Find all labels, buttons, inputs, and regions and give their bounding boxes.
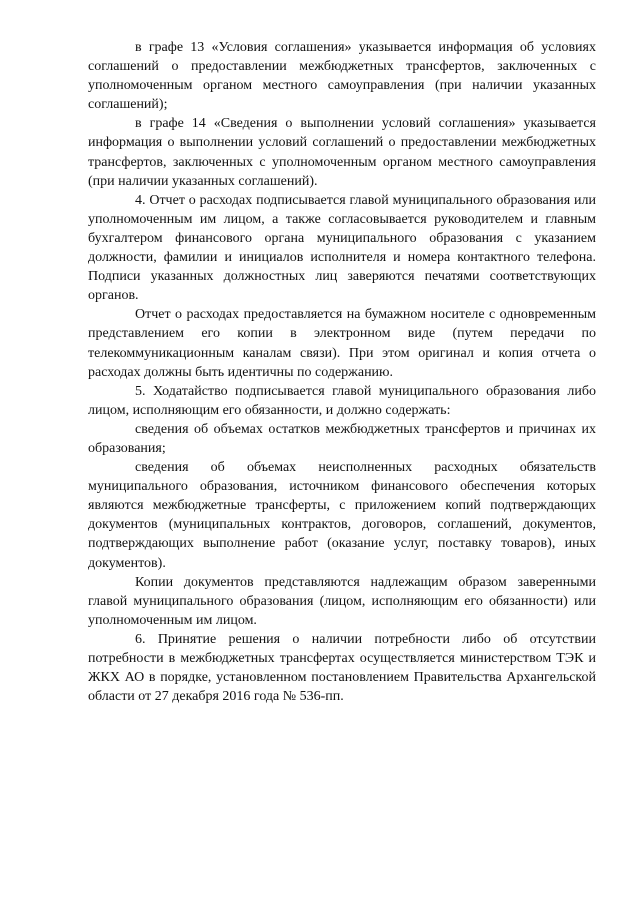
paragraph-report-paper: Отчет о расходах предоставляется на бумажном носителе с одновременным представлением его копии в электронном виде (путем передачи по телекоммуникационным каналам связи). При этом оригинал и копия отчета о расходах должны быть идентичны по содержанию. — [88, 307, 596, 380]
paragraph-balances-info: сведения об объемах остатков межбюджетных трансфертов и причинах их образования; — [88, 421, 596, 456]
document-page — [88, 38, 596, 706]
paragraph-item-4: 4. Отчет о расходах подписывается главой муниципального образования или уполномоченным им лицом, а также согласовывается руководителем и главным бухгалтером финансового органа муниципального образования с указанием должности, фамилии и инициалов исполнителя и номера контактного телефона. Подписи указанных должностных лиц заверяются печатями соответствующих органов. — [88, 192, 596, 304]
paragraph-graph-14: в графе 14 «Сведения о выполнении условий соглашения» указывается информация о выполнении условий соглашений о предоставлении межбюджетных трансфертов, заключенных с уполномоченным органом местного самоуправления (при наличии указанных соглашений). — [88, 116, 596, 189]
paragraph-obligations-info: сведения об объемах неисполненных расходных обязательств муниципального образования, источником финансового обеспечения которых являются межбюджетные трансферты, с приложением копий подтверждающих документов (муниципальных контрактов, договоров, соглашений, документов, подтверждающих выполнение работ (оказание услуг, поставку товаров), иных документов). — [88, 460, 596, 571]
paragraph-graph-13: в графе 13 «Условия соглашения» указывается информация об условиях соглашений о предоставлении межбюджетных трансфертов, заключенных с уполномоченным органом местного самоуправления (при наличии указанных соглашений); — [88, 40, 596, 113]
paragraph-copies: Копии документов представляются надлежащим образом заверенными главой муниципального образования (лицом, исполняющим его обязанности) или уполномоченным им лицом. — [88, 574, 596, 628]
paragraph-item-5: 5. Ходатайство подписывается главой муниципального образования либо лицом, исполняющим его обязанности, и должно содержать: — [88, 383, 596, 418]
paragraph-item-6: 6. Принятие решения о наличии потребности либо об отсутствии потребности в межбюджетных трансфертах осуществляется министерством ТЭК и ЖКХ АО в порядке, установленном постановлением Правительства Архангельской области от 27 декабря 2016 года № 536-пп. — [88, 631, 596, 705]
